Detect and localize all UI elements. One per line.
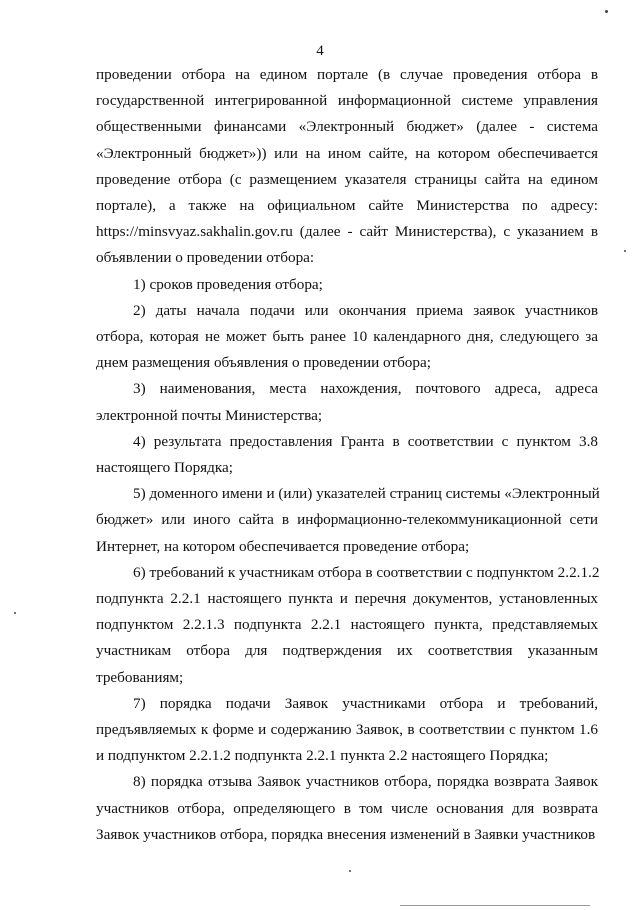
text-line: и подпунктом 2.2.1.2 подпункта 2.2.1 пункта 2.2 настоящего Порядка; (96, 747, 549, 765)
text-line: https://minsvyaz.sakhalin.gov.ru (далее - сайт Министерства), с указанием в (96, 223, 598, 241)
scan-artifact (624, 250, 626, 252)
text-line: 6) требований к участникам отбора в соответствии с подпунктом 2.2.1.2 (133, 563, 600, 581)
text-line: проведение отбора (с размещением указателя страницы сайта на едином (96, 170, 598, 188)
text-line: Интернет, на котором обеспечивается проведение отбора; (96, 537, 470, 555)
text-line: Заявок участников отбора, порядка внесения изменений в Заявки участников (96, 825, 596, 843)
document-body (96, 62, 598, 848)
paragraph-item-7 (96, 691, 598, 770)
paragraph-item-8 (96, 769, 598, 848)
scan-artifact (349, 870, 351, 872)
paragraph-intro (96, 62, 598, 272)
page-number: 4 (316, 43, 324, 59)
text-line: участников отбора, определяющего в том числе основания для возврата (96, 799, 598, 817)
paragraph-item-3 (96, 376, 598, 428)
paragraph-item-4 (96, 429, 598, 481)
paragraph-item-1 (96, 272, 598, 298)
text-line: портале), а также на официальном сайте Министерства по адресу: (96, 197, 598, 215)
paragraph-item-5 (96, 481, 598, 560)
text-line: настоящего Порядка; (96, 459, 233, 477)
paragraph-item-2 (96, 298, 598, 377)
text-line: 7) порядка подачи Заявок участниками отбора и требований, (133, 694, 598, 712)
text-line: 3) наименования, места нахождения, почтового адреса, адреса (133, 380, 598, 398)
text-line: объявлении о проведении отбора: (96, 249, 315, 267)
text-line: «Электронный бюджет»)) или на ином сайте, на котором обеспечивается (96, 144, 598, 162)
text-line: бюджет» или иного сайта в информационно-телекоммуникационной сети (96, 511, 598, 529)
text-line: 1) сроков проведения отбора; (133, 275, 323, 293)
text-line: днем размещения объявления о проведении отбора; (96, 354, 431, 372)
text-line: требованиям; (96, 668, 184, 686)
scan-artifact (400, 905, 590, 906)
text-line: электронной почты Министерства; (96, 406, 323, 424)
text-line: участникам отбора для подтверждения их соответствия указанным (96, 642, 598, 660)
text-line: проведении отбора на едином портале (в случае проведения отбора в (96, 66, 598, 83)
scan-artifact (605, 10, 608, 13)
text-line: предъявляемых к форме и содержанию Заявок, в соответствии с пунктом 1.6 (96, 721, 598, 739)
text-line: 8) порядка отзыва Заявок участников отбора, порядка возврата Заявок (133, 773, 598, 791)
text-line: 5) доменного имени и (или) указателей страниц системы «Электронный (133, 485, 600, 503)
text-line: 2) даты начала подачи или окончания приема заявок участников (133, 301, 598, 319)
text-line: подпунктом 2.2.1.3 подпункта 2.2.1 настоящего пункта, представляемых (96, 616, 598, 634)
text-line: отбора, которая не может быть ранее 10 календарного дня, следующего за (96, 328, 598, 346)
text-line: 4) результата предоставления Гранта в соответствии с пунктом 3.8 (133, 432, 598, 450)
scan-artifact (14, 612, 16, 614)
paragraph-item-6 (96, 560, 598, 691)
text-line: подпункта 2.2.1 настоящего пункта и перечня документов, установленных (96, 590, 598, 608)
text-line: государственной интегрированной информационной системе управления (96, 92, 598, 110)
text-line: общественными финансами «Электронный бюджет» (далее - система (96, 118, 598, 136)
